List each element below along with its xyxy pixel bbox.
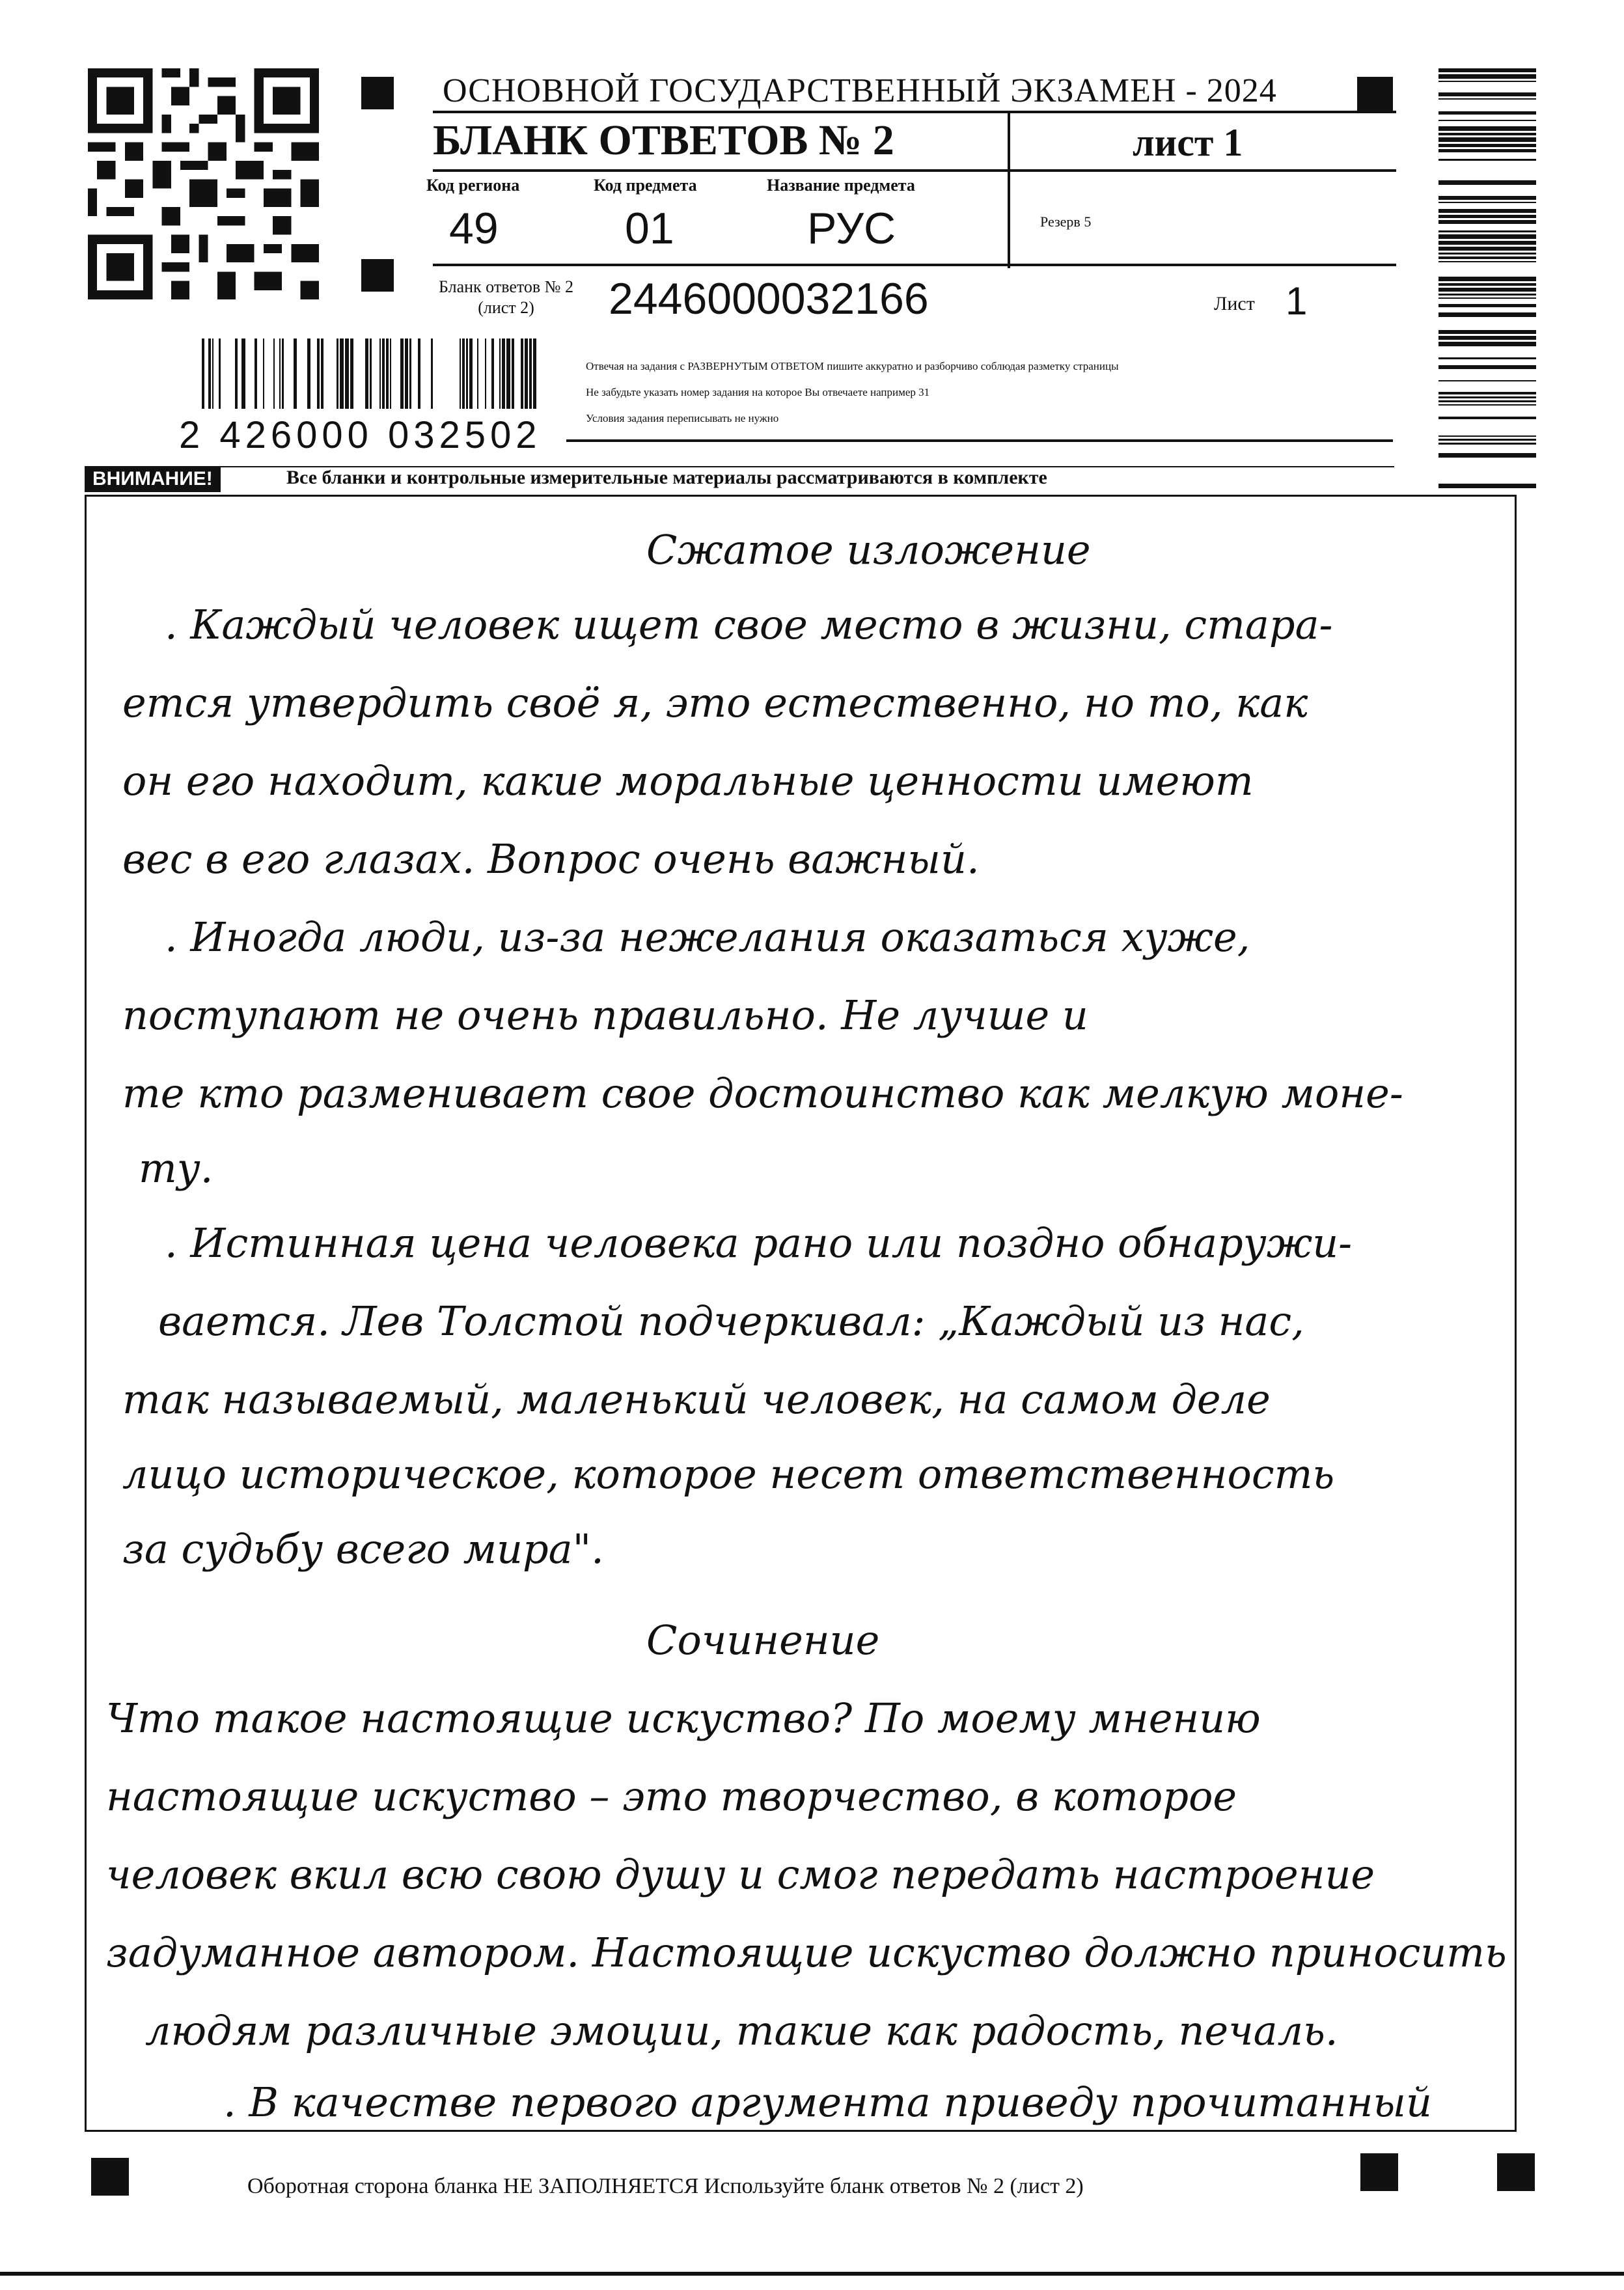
list-label: Лист bbox=[1214, 293, 1255, 314]
handwritten-line: так называемый, маленький человек, на самом деле bbox=[122, 1375, 1271, 1423]
instruction-line: Отвечая на задания с РАЗВЕРНУТЫМ ОТВЕТОМ пишите аккуратно и разборчиво соблюдая разметку страницы bbox=[586, 360, 1119, 372]
blank-ref-line1: Бланк ответов № 2 bbox=[439, 277, 573, 296]
subject-code-label: Код предмета bbox=[594, 176, 697, 195]
handwritten-line: он его находит, какие моральные ценности имеют bbox=[122, 757, 1254, 805]
exam-title: ОСНОВНОЙ ГОСУДАРСТВЕННЫЙ ЭКЗАМЕН - 2024 bbox=[443, 72, 1277, 109]
registration-mark-top-right bbox=[1357, 77, 1393, 113]
divider bbox=[433, 169, 1396, 172]
handwritten-line: лицо историческое, которое несет ответственность bbox=[122, 1450, 1335, 1498]
sheet-label: лист 1 bbox=[1133, 121, 1243, 164]
handwritten-line: ется утвердить своё я, это естественно, но то, как bbox=[122, 679, 1308, 726]
handwritten-line: настоящие искуство – это творчество, в которое bbox=[106, 1773, 1237, 1820]
registration-mark-bottom-right bbox=[1497, 2153, 1535, 2191]
handwritten-line: людям различные эмоции, такие как радость, печаль. bbox=[145, 2007, 1338, 2054]
registration-mark-mid-left bbox=[361, 259, 394, 292]
answer-box bbox=[85, 495, 1517, 2132]
instruction-line: Условия задания переписывать не нужно bbox=[586, 412, 779, 424]
subject-name-label: Название предмета bbox=[767, 176, 915, 195]
handwritten-line: вается. Лев Толстой подчеркивал: „Каждый из нас, bbox=[158, 1297, 1304, 1345]
handwritten-line: вес в его глазах. Вопрос очень важный. bbox=[122, 835, 980, 883]
divider bbox=[433, 264, 1396, 266]
divider bbox=[433, 111, 1396, 113]
handwritten-line: поступают не очень правильно. Не лучше и bbox=[122, 991, 1088, 1039]
divider bbox=[0, 2272, 1624, 2276]
blank-ref-label bbox=[417, 277, 596, 318]
barcode bbox=[202, 338, 540, 423]
handwritten-line: . В качестве первого аргумента приведу прочитанный bbox=[223, 2078, 1432, 2126]
handwritten-line: задуманное автором. Настоящие искуство должно приносить bbox=[106, 1929, 1507, 1976]
blank-title: БЛАНК ОТВЕТОВ № 2 bbox=[433, 117, 894, 164]
handwritten-line: . Иногда люди, из-за нежелания оказаться хуже, bbox=[165, 913, 1250, 961]
handwritten-line: человек вкил всю свою душу и смог передать настроение bbox=[106, 1851, 1375, 1898]
subject-code-value: 01 bbox=[625, 204, 674, 253]
handwritten-line: те кто разменивает свое достоинство как мелкую моне- bbox=[122, 1069, 1403, 1117]
handwritten-line: за судьбу всего мира". bbox=[122, 1525, 604, 1573]
reserve-field: Резерв 5 bbox=[1040, 214, 1092, 230]
registration-mark-top-left bbox=[361, 77, 394, 109]
subject-name-value: РУС bbox=[807, 204, 896, 253]
blank-number: 2446000032166 bbox=[609, 274, 929, 324]
barcode-number: 2 426000 032502 bbox=[179, 414, 542, 456]
handwritten-line: . Истинная цена человека рано или поздно обнаружи- bbox=[165, 1219, 1353, 1267]
warning-badge: ВНИМАНИЕ! bbox=[85, 466, 221, 492]
handwritten-heading: Сочинение bbox=[646, 1616, 880, 1664]
handwritten-line: Что такое настоящие искуство? По моему мнению bbox=[106, 1694, 1261, 1742]
divider bbox=[1008, 112, 1010, 268]
divider bbox=[566, 439, 1393, 442]
list-number: 1 bbox=[1286, 279, 1308, 323]
handwritten-heading: Сжатое изложение bbox=[646, 526, 1091, 573]
registration-mark-bottom-mid bbox=[1360, 2153, 1398, 2191]
qr-code bbox=[88, 68, 319, 299]
registration-mark-bottom-left bbox=[91, 2158, 129, 2196]
barcode-vertical bbox=[1438, 68, 1536, 488]
handwritten-line: . Каждый человек ищет свое место в жизни, стара- bbox=[165, 601, 1333, 648]
handwritten-line: ту. bbox=[139, 1144, 213, 1192]
footer-note: Оборотная сторона бланка НЕ ЗАПОЛНЯЕТСЯ Используйте бланк ответов № 2 (лист 2) bbox=[247, 2174, 1084, 2198]
region-code-value: 49 bbox=[449, 204, 499, 253]
region-code-label: Код региона bbox=[426, 176, 520, 195]
warning-text: Все бланки и контрольные измерительные материалы рассматриваются в комплекте bbox=[286, 467, 1047, 488]
instruction-line: Не забудьте указать номер задания на которое Вы отвечаете например 31 bbox=[586, 386, 930, 398]
blank-ref-line2: (лист 2) bbox=[478, 298, 534, 317]
